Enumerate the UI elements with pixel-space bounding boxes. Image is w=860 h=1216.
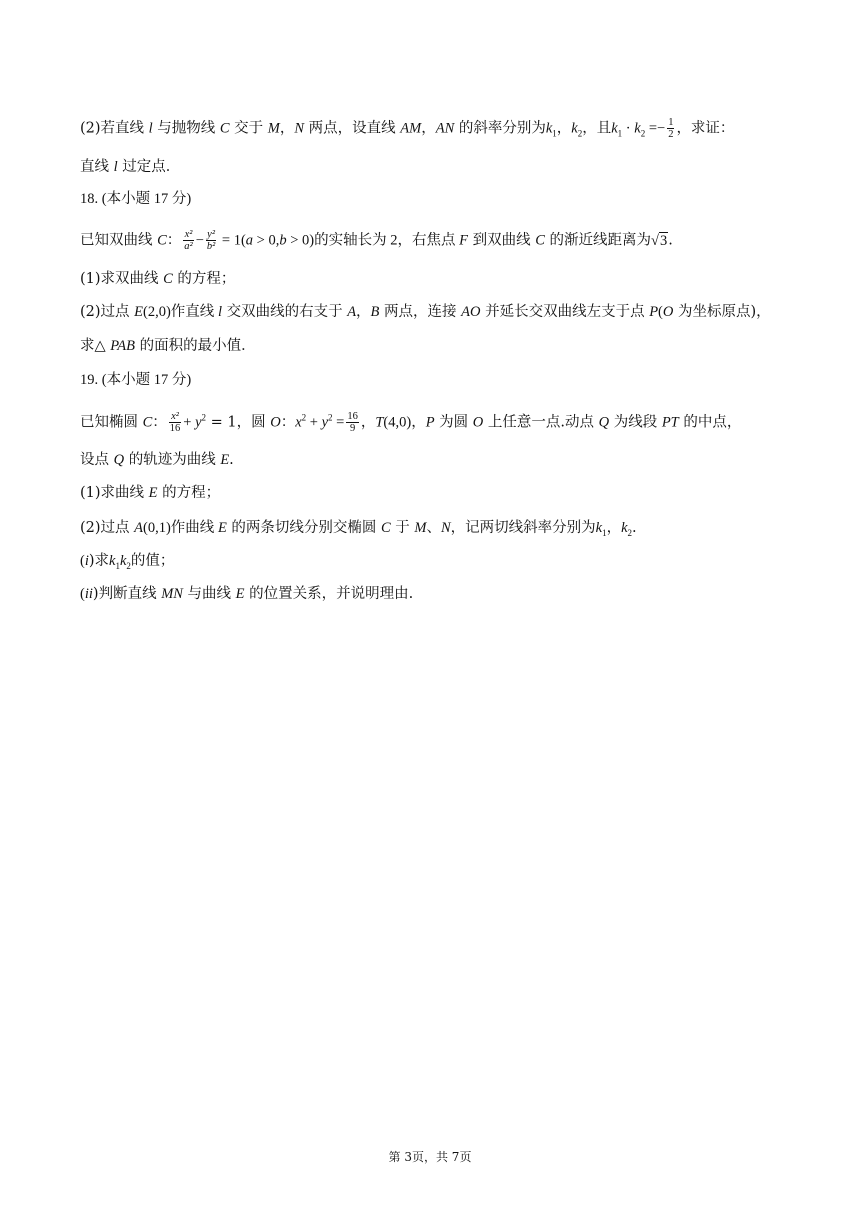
var-E: E bbox=[220, 452, 230, 468]
problem-18-part-2 bbox=[80, 302, 800, 322]
text: = 1，圆 bbox=[206, 414, 271, 431]
var-N: N bbox=[294, 120, 305, 137]
var-y: y bbox=[195, 414, 202, 431]
var-l: l bbox=[217, 304, 222, 320]
operator: + bbox=[183, 414, 196, 431]
text: )判断直线 bbox=[92, 586, 162, 602]
var-O: O bbox=[472, 414, 484, 431]
text: 两点，设直线 bbox=[304, 120, 401, 137]
text: 为圆 bbox=[434, 414, 473, 431]
fraction bbox=[206, 229, 216, 252]
subscript: 2 bbox=[126, 560, 131, 571]
var-P: P bbox=[649, 304, 659, 320]
problem-19-part-2-ii bbox=[80, 584, 800, 604]
problem-19-part-2-i bbox=[80, 551, 800, 571]
numerator: x² bbox=[169, 411, 182, 423]
text: ： bbox=[152, 414, 167, 431]
denominator: b² bbox=[206, 241, 216, 252]
text: 为坐标原点)， bbox=[673, 304, 771, 320]
operator: − bbox=[195, 232, 204, 249]
text: 的方程； bbox=[172, 271, 236, 287]
part-2-statement bbox=[80, 117, 800, 140]
problem-19-part-2 bbox=[80, 518, 800, 538]
text: ， bbox=[606, 520, 622, 536]
text: 的值； bbox=[130, 553, 175, 569]
fraction bbox=[346, 411, 359, 434]
var-C: C bbox=[142, 414, 153, 431]
var-E: E bbox=[148, 485, 158, 501]
var-l: l bbox=[113, 159, 118, 175]
text: 两点，连接 bbox=[379, 304, 462, 320]
radical-sign: √ bbox=[650, 232, 659, 249]
text: ， bbox=[279, 120, 295, 137]
text: ， bbox=[356, 304, 371, 320]
var-A: A bbox=[134, 520, 144, 536]
exponent: 2 bbox=[328, 412, 333, 423]
var-M: M bbox=[267, 120, 280, 137]
operator: · bbox=[622, 120, 635, 137]
problem-19-statement bbox=[80, 411, 800, 434]
problem-18-statement bbox=[80, 229, 800, 252]
text: ， bbox=[360, 414, 376, 431]
text: 的面积的最小值． bbox=[134, 338, 256, 354]
var-k: k bbox=[109, 553, 116, 569]
operator: + bbox=[306, 414, 322, 431]
var-l: l bbox=[148, 120, 153, 137]
page-number: 第 3页，共 7页 bbox=[388, 1150, 472, 1164]
operator: =− bbox=[645, 120, 666, 137]
text: 的斜率分别为 bbox=[454, 120, 546, 137]
radicand: 3 bbox=[659, 232, 668, 249]
text: 直线 bbox=[80, 159, 114, 175]
text: 的位置关系，并说明理由. bbox=[244, 586, 414, 602]
var-b: b bbox=[279, 232, 287, 249]
text: 已知双曲线 bbox=[80, 232, 158, 249]
text: = 1( bbox=[218, 232, 246, 249]
exponent: 2 bbox=[301, 412, 307, 423]
denominator: a² bbox=[184, 241, 193, 252]
var-PAB: PAB bbox=[110, 338, 135, 354]
text: )求 bbox=[88, 553, 110, 569]
var-T: T bbox=[375, 414, 384, 431]
text: (2)若直线 bbox=[80, 120, 149, 137]
text: ， bbox=[556, 120, 572, 137]
text: (0,1)作曲线 bbox=[143, 520, 218, 536]
text: 于 bbox=[390, 520, 415, 536]
var-E: E bbox=[235, 586, 245, 602]
var-N: N bbox=[441, 520, 451, 536]
text: 为线段 bbox=[609, 414, 662, 431]
var-k: k bbox=[595, 520, 603, 536]
subscript: 1 bbox=[617, 128, 623, 139]
fraction bbox=[183, 229, 193, 252]
subscript: 2 bbox=[627, 527, 633, 538]
text: 、 bbox=[426, 520, 441, 536]
var-a: a bbox=[245, 232, 254, 249]
text: 的两条切线分别交椭圆 bbox=[226, 520, 382, 536]
text: (2)过点 bbox=[80, 520, 135, 536]
text: 交双曲线的右支于 bbox=[221, 304, 348, 320]
text: . bbox=[632, 520, 637, 536]
text: (4,0)， bbox=[383, 414, 426, 431]
subscript: 2 bbox=[640, 128, 646, 139]
text: 19. (本小题 17 分) bbox=[80, 372, 192, 388]
problem-19-statement-cont bbox=[80, 450, 800, 470]
text: 到双曲线 bbox=[467, 232, 536, 249]
var-M: M bbox=[414, 520, 427, 536]
denominator: 16 bbox=[169, 423, 181, 434]
numerator: x² bbox=[184, 229, 193, 240]
text: 的中点， bbox=[678, 414, 742, 431]
subscript: 2 bbox=[577, 128, 583, 139]
text: 设点 bbox=[80, 452, 114, 468]
var-E: E bbox=[217, 520, 227, 536]
var-O: O bbox=[662, 304, 674, 320]
text: ： bbox=[280, 414, 296, 431]
subscript: 1 bbox=[602, 527, 607, 538]
text: 求△ bbox=[80, 338, 111, 354]
problem-19-part-1 bbox=[80, 483, 800, 503]
denominator: 9 bbox=[349, 423, 356, 434]
var-C: C bbox=[219, 120, 230, 137]
part-2-conclusion bbox=[80, 157, 800, 177]
var-k: k bbox=[571, 120, 578, 137]
text: (1)求双曲线 bbox=[80, 271, 164, 287]
var-y: y bbox=[321, 414, 329, 431]
text: 的轨迹为曲线 bbox=[124, 452, 221, 468]
var-C: C bbox=[157, 232, 167, 249]
text: 与曲线 bbox=[182, 586, 236, 602]
text: . bbox=[229, 452, 234, 468]
var-k: k bbox=[119, 553, 127, 569]
var-AO: AO bbox=[461, 304, 481, 320]
operator: = bbox=[332, 414, 345, 431]
var-PT: PT bbox=[661, 414, 679, 431]
var-AN: AN bbox=[435, 120, 455, 137]
text: 过定点． bbox=[117, 159, 181, 175]
roman-numeral: ii bbox=[84, 586, 93, 602]
text: ( bbox=[80, 553, 85, 569]
numerator: 1 bbox=[668, 117, 674, 128]
text: 已知椭圆 bbox=[80, 414, 143, 431]
var-P: P bbox=[425, 414, 435, 431]
text: (2)过点 bbox=[80, 304, 135, 320]
var-B: B bbox=[370, 304, 380, 320]
problem-18-part-2-cont bbox=[80, 336, 800, 356]
text: (2,0)作直线 bbox=[143, 304, 218, 320]
var-Q: Q bbox=[598, 414, 610, 431]
text: ： bbox=[166, 232, 182, 249]
square-root bbox=[651, 231, 668, 251]
var-F: F bbox=[459, 232, 468, 249]
subscript: 1 bbox=[115, 560, 120, 571]
var-C: C bbox=[163, 271, 173, 287]
fraction bbox=[169, 411, 182, 434]
problem-18-part-1 bbox=[80, 269, 800, 289]
text: 并延长交双曲线左支于点 bbox=[480, 304, 650, 320]
text: 的方程； bbox=[157, 485, 221, 501]
text: > 0, bbox=[253, 232, 280, 249]
fraction bbox=[667, 117, 674, 140]
exponent: 2 bbox=[201, 412, 207, 423]
numerator: y² bbox=[207, 229, 215, 240]
text: > 0)的实轴长为 2，右焦点 bbox=[286, 232, 460, 249]
var-C: C bbox=[535, 232, 545, 249]
var-k: k bbox=[545, 120, 553, 137]
text: . bbox=[668, 232, 673, 249]
var-A: A bbox=[347, 304, 357, 320]
var-AM: AM bbox=[400, 120, 422, 137]
text: ，且 bbox=[582, 120, 612, 137]
text: ，记两切线斜率分别为 bbox=[450, 520, 596, 536]
var-k: k bbox=[621, 520, 628, 536]
var-C: C bbox=[381, 520, 391, 536]
var-x: x bbox=[295, 414, 302, 431]
page-footer bbox=[0, 1149, 860, 1165]
roman-numeral: i bbox=[84, 553, 89, 569]
problem-18-header bbox=[80, 189, 800, 209]
subscript: 1 bbox=[552, 128, 557, 139]
var-k: k bbox=[611, 120, 618, 137]
text: ( bbox=[80, 586, 85, 602]
var-MN: MN bbox=[161, 586, 183, 602]
text: 18. (本小题 17 分) bbox=[80, 191, 192, 207]
numerator: 16 bbox=[347, 411, 358, 422]
denominator: 2 bbox=[668, 129, 674, 140]
text: ，求证： bbox=[676, 120, 735, 137]
var-Q: Q bbox=[113, 452, 125, 468]
text: ( bbox=[658, 304, 663, 320]
var-E: E bbox=[134, 304, 144, 320]
var-k: k bbox=[634, 120, 641, 137]
text: 上任意一点.动点 bbox=[483, 414, 599, 431]
text: 与抛物线 bbox=[152, 120, 220, 137]
text: 交于 bbox=[229, 120, 268, 137]
text: (1)求曲线 bbox=[80, 485, 149, 501]
text: 的渐近线距离为 bbox=[544, 232, 651, 249]
var-O: O bbox=[270, 414, 281, 431]
text: ， bbox=[421, 120, 436, 137]
problem-19-header bbox=[80, 370, 800, 390]
